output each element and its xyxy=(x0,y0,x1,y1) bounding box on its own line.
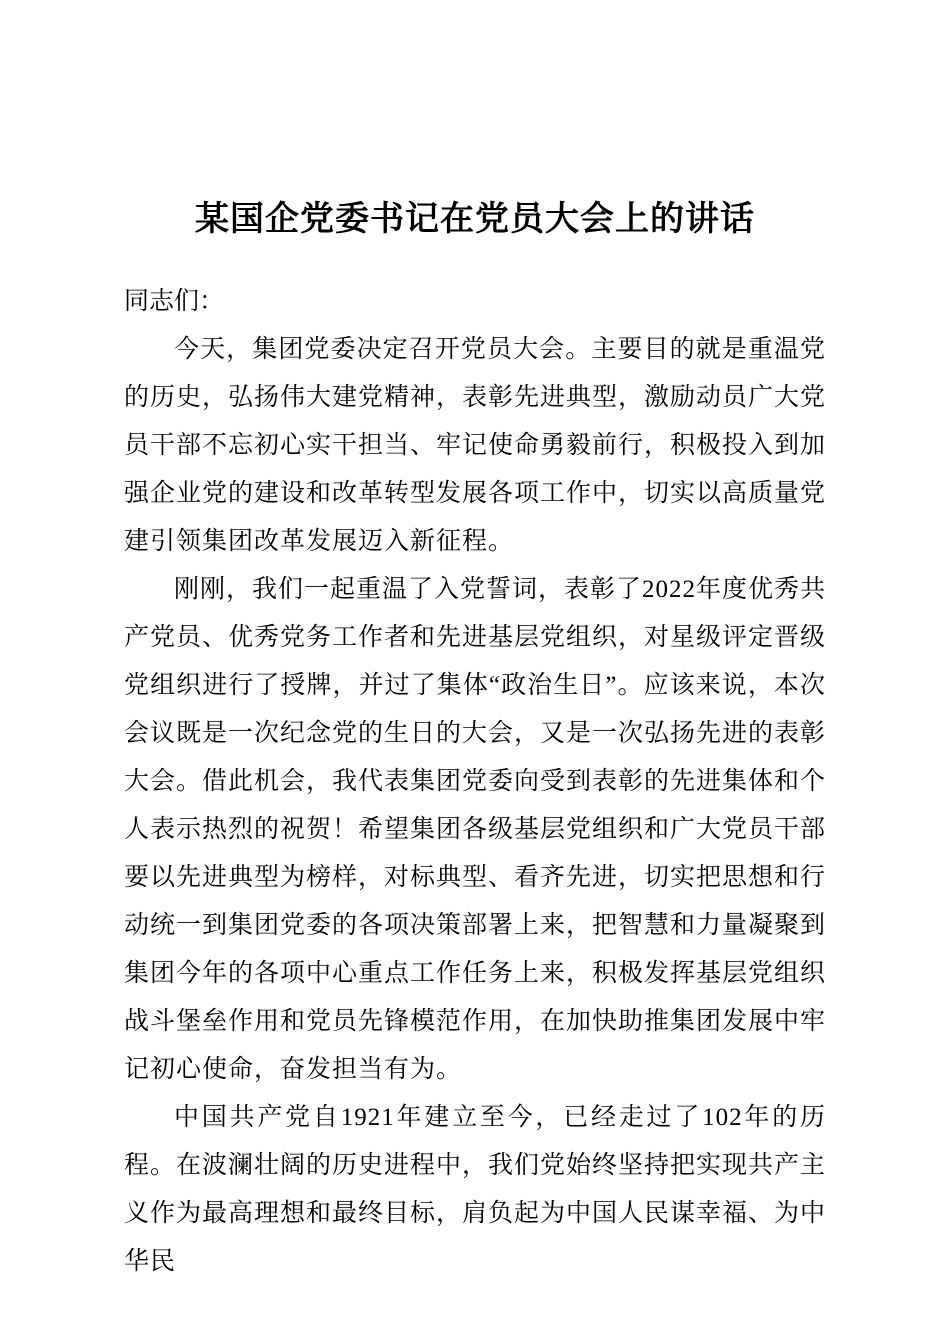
paragraph: 中国共产党自1921年建立至今，已经走过了102年的历程。在波澜壮阔的历史进程中，我们党始终坚持把实现共产主义作为最高理想和最终目标，肩负起为中国人民谋幸福、为中华民 xyxy=(124,1103,827,1275)
paragraph: 今天，集团党委决定召开党员大会。主要目的就是重温党的历史，弘扬伟大建党精神，表彰先进典型，激励动员广大党员干部不忘初心实干担当、牢记使命勇毅前行，积极投入到加强企业党的建设和改革转型发展各项工作中，切实以高质量党建引领集团改革发展迈入新征程。 xyxy=(124,335,827,555)
paragraph: 刚刚，我们一起重温了入党誓词，表彰了2022年度优秀共产党员、优秀党务工作者和先进基层党组织，对星级评定晋级党组织进行了授牌，并过了集体“政治生日”。应该来说，本次会议既是一次纪念党的生日的大会，又是一次弘扬先进的表彰大会。借此机会，我代表集团党委向受到表彰的先进集体和个人表示热烈的祝贺！希望集团各级基层党组织和广大党员干部要以先进典型为榜样，对标典型、看齐先进，切实把思想和行动统一到集团党委的各项决策部署上来，把智慧和力量凝聚到集团今年的各项中心重点工作任务上来，积极发挥基层党组织战斗堡垒作用和党员先锋模范作用，在加快助推集团发展中牢记初心使命，奋发担当有为。 xyxy=(124,575,827,1083)
salutation: 同志们： xyxy=(124,287,225,315)
document-content xyxy=(124,196,826,1286)
document-title: 某国企党委书记在党员大会上的讲话 xyxy=(195,200,755,238)
